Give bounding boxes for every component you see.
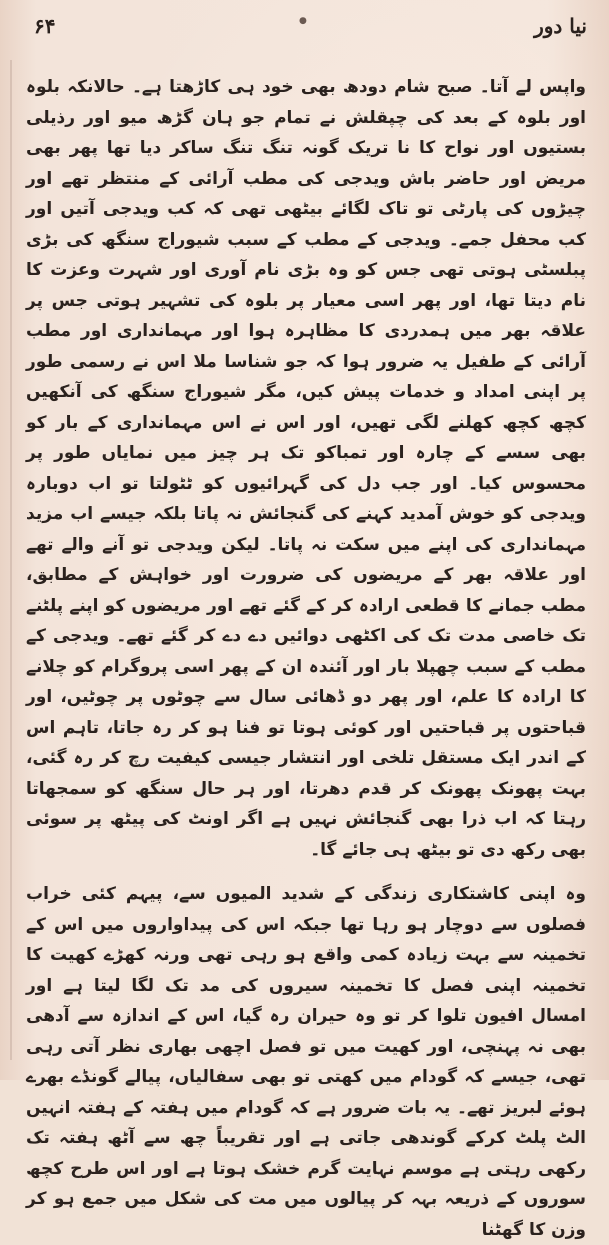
page-number: ۶۴ <box>34 14 56 38</box>
paragraph-2: وہ اپنی کاشتکاری زندگی کے شدید المیوں سے، پیہم کئی خراب فصلوں سے دوچار ہو رہا تھا جبکہ اس کی پیداواروں میں اس کے تخمینہ سے بہت زیادہ کمی واقع ہو رہی تھی ورنہ کھڑے کھیت کا تخمینہ اپنی فصل کا تخمینہ سیروں کی مد تک لگا لیتا ہے اور امسال افیون تلوا کر تو وہ حیران رہ گیا، اس کے اندازہ سے آدھی بھی نہ پہنچی، اور کھیت میں تو فصل اچھی بھاری نظر آتی رہی تھی، جیسے کہ گودام میں کھتی تو بھی سفالیاں، پیالے گونڈے بھرے ہوئے لبریز تھے۔ یہ بات ضرور ہے کہ گودام میں ہفتہ کے ہفتہ انہیں الٹ پلٹ کرکے گوندھی جاتی ہے اور تقریباً چھ سے آٹھ ہفتہ تک رکھی رہتی ہے موسم نہایت گرم خشک ہوتا ہے اور اس طرح کچھ سوروں کے ذریعہ بہہ کر پیالوں میں مت کی شکل میں جمع ہو کر وزن کا گھٹنا <box>26 884 586 1240</box>
page-margin-line <box>10 60 12 1060</box>
page-header <box>0 10 609 50</box>
binding-dot-icon: ● <box>299 16 307 26</box>
paragraph-1: واپس لے آتا۔ صبح شام دودھ بھی خود ہی کاڑھتا ہے۔ حالانکہ بلوہ اور بلوہ کے بعد کی چپقلش نے تمام جو ہان گڑھ میو اور رذیلی بستیوں اور نواح کا نا تریک گونہ تنگ تنگ ساکر دیا تھا پھر بھی مریض اور حاضر باش ویدجی کی مطب آرائی کے منتظر تھے اور چیڑوں کی پارٹی تو تاک لگائے بیٹھی تھی کہ کب ویدجی آتیں اور کب محفل جمے۔ ویدجی کے مطب کے سبب شیوراج سنگھ کی بڑی پبلسٹی ہوتی تھی جس کو وہ بڑی نام آوری اور شہرت وعزت کا نام دیتا تھا، اور پھر اسی معیار پر بلوہ کی تشہیر ہوتی جس پر علاقہ بھر میں ہمدردی کا مظاہرہ ہوا اور مہمانداری اور مطب آرائی کے طفیل یہ ضرور ہوا کہ جو شناسا ملا اس نے رسمی طور پر اپنی امداد و خدمات پیش کیں، مگر شیوراج سنگھ کی آنکھیں کچھ کچھ کھلنے لگی تھیں، اور اس نے اس مہمانداری کے بار کو بھی سسے کے چارہ اور تمباکو تک ہر چیز میں نمایاں طور پر محسوس کیا۔ اور جب دل کی گہرائیوں کو ٹٹولتا تو اب دوبارہ ویدجی کو خوش آمدید کہنے کی گنجائش نہ پاتا بلکہ جیسے اب مزید مہمانداری کی اپنے میں سکت نہ پاتا۔ لیکن ویدجی تو آنے والے تھے اور علاقہ بھر کے مریضوں کی ضرورت اور خواہش کے مطابق، مطب جمانے کا قطعی ارادہ کر کے گئے تھے اور مریضوں کو اپنے پلٹنے تک خاصی مدت تک کی اکٹھی دوائیں دے دے کر گئے تھے۔ ویدجی کے مطب کے سبب چھپلا بار اور آئندہ ان کے پھر اسی پروگرام کو چلانے کا ارادہ کا علم، اور پھر دو ڈھائی سال سے چوٹوں پر چوٹیں، اور قباحتوں پر قباحتیں اور کوئی ہوتا تو فنا ہو کر رہ جاتا، تاہم اس کے اندر ایک مستقل تلخی اور انتشار جیسی کیفیت رچ کر رہ گئی، بہت پھونک پھونک کر قدم دھرتا، اور ہر حال سنگھ کو سمجھاتا رہتا کہ اب ذرا بھی گنجائش نہیں ہے اگر اونٹ کی پیٹھ پر سوئی بھی رکھ دی تو بیٹھ ہی جائے گا۔ <box>26 77 586 860</box>
page-body <box>26 72 586 1245</box>
running-title: نیا دور <box>534 14 587 38</box>
